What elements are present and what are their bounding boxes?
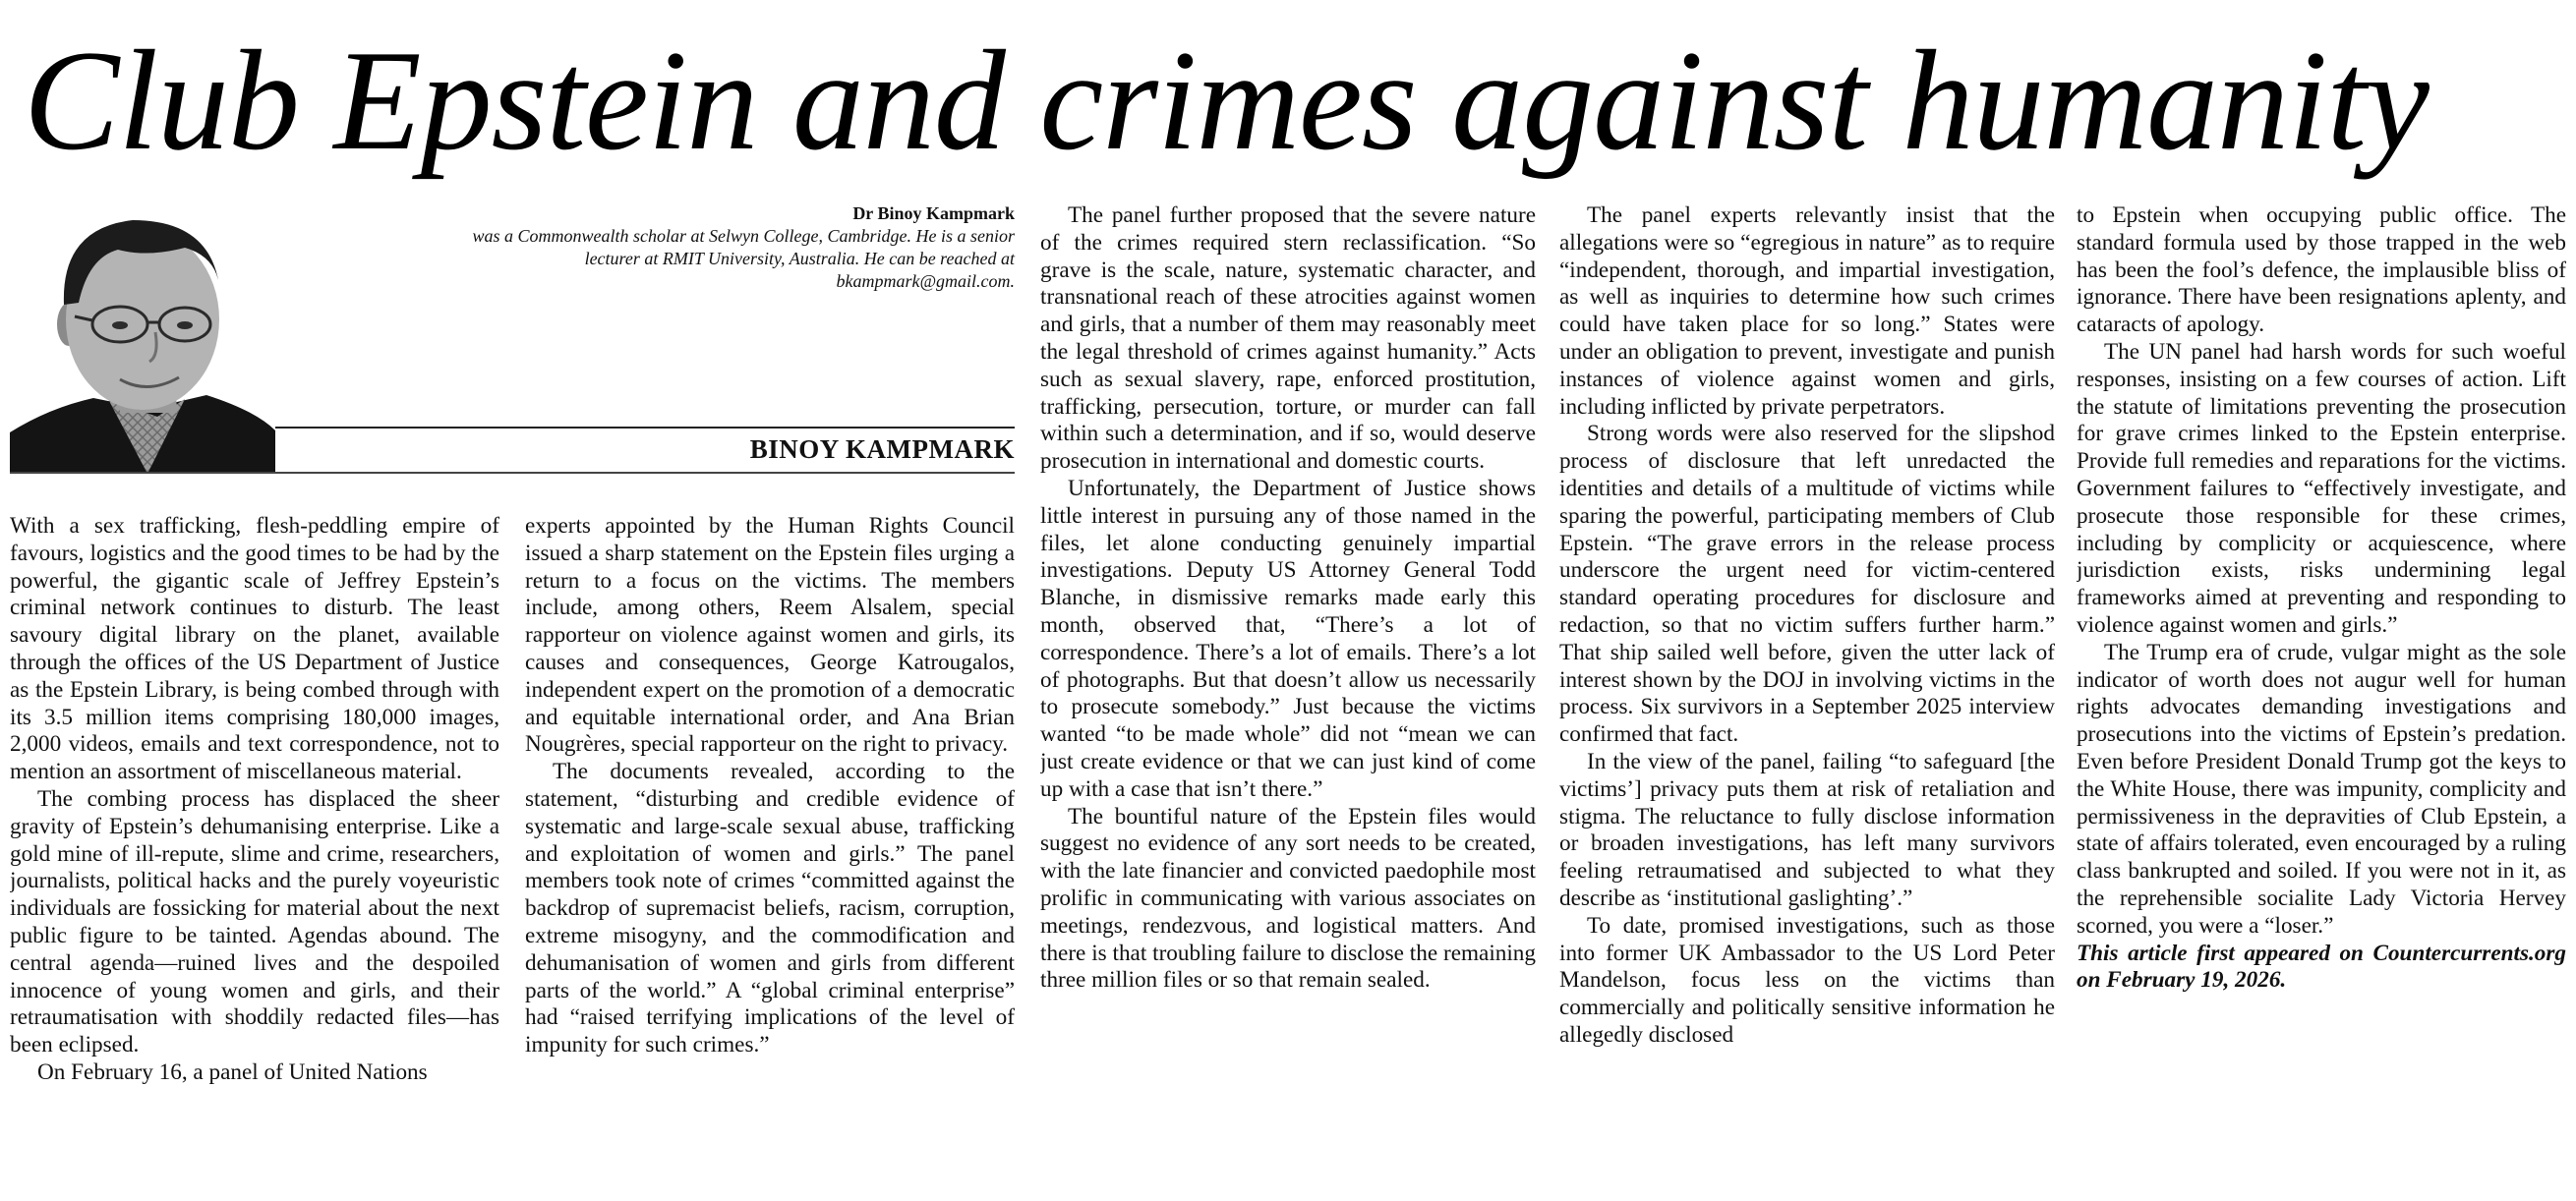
paragraph-6: Unfortunately, the Department of Justice shows little interest in pursuing any of those named in the files, let alone conducting genuinely impartial investigations. Deputy US Attorney General Todd Blanche, in dismissive remarks made early this month, observed that, “There’s a lot of correspondence. There’s a lot of emails. There’s a lot of photographs. But that doesn’t allow us necessarily to prosecute somebody.” Just because the victims wanted “to be made whole” did not “mean we can just create evidence or that we can just kind of come up with a case that isn’t there.” bbox=[1040, 475, 1536, 802]
paragraph-3-cont: experts appointed by the Human Rights Council issued a sharp statement on the Epstein files urging a return to a focus on the victims. The members include, among others, Reem Alsalem, special rapporteur on violence against women and girls, its causes and consequences, George Katrougalos, independent expert on the promotion of a democratic and equitable international order, and Ana Brian Nougrères, special rapporteur on the right to privacy. bbox=[525, 513, 1015, 758]
byline-name: Dr Binoy Kampmark bbox=[852, 203, 1015, 223]
author-photo bbox=[10, 187, 275, 474]
paragraph-1: With a sex trafficking, flesh-peddling empire of favours, logistics and the good times to be had by the powerful, the gigantic scale of Jeffrey Epstein’s criminal network continues to disturb. The least savoury digital library on the planet, available through the offices of the US Department of Justice as the Epstein Library, is being combed through with its 3.5 million items comprising 180,000 images, 2,000 videos, emails and text correspondence, not to mention an assortment of miscellaneous material. bbox=[10, 513, 499, 785]
paragraph-8: The panel experts relevantly insist that the allegations were so “egregious in nature” as to require “independent, thorough, and impartial investigation, as well as inquiries to determine how such crimes could have taken place for so long.” States were under an obligation to prevent, investigate and punish instances of violence against women and girls, including inflicted by private perpetrators. bbox=[1559, 202, 2055, 420]
paragraph-10: In the view of the panel, failing “to safeguard [the victims’] privacy puts them at risk of retaliation and stigma. The reluctance to fully disclose information or broaden investigations, has left many survivors feeling retraumatised and subjected to what they describe as ‘institutional gaslighting’.” bbox=[1559, 748, 2055, 911]
paragraph-4: The documents revealed, according to the statement, “disturbing and credible evidence of systematic and large-scale sexual abuse, trafficking and exploitation of women and girls.” The panel members took note of crimes “committed against the backdrop of supremacist beliefs, racism, corruption, extreme misogyny, and the commodification and dehumanisation of women and girls from different parts of the world.” A “global criminal enterprise” had “raised terrifying implications of the level of impunity for such crimes.” bbox=[525, 759, 1015, 1058]
article-column-2 bbox=[525, 513, 1015, 1193]
article-column-4 bbox=[1559, 202, 2055, 1193]
headline: Club Epstein and crimes against humanity bbox=[24, 21, 2429, 180]
paragraph-11-start: To date, promised investigations, such as those into former UK Ambassador to the US Lord Peter Mandelson, focus less on the victims than commercially and politically sensitive information he allegedly disclosed bbox=[1559, 912, 2055, 1048]
author-divider bbox=[275, 427, 1015, 429]
article-column-1 bbox=[10, 513, 499, 1193]
author-name-caps: BINOY KAMPMARK bbox=[749, 434, 1015, 464]
byline-bio: was a Commonwealth scholar at Selwyn College, Cambridge. He is a senior lecturer at RMIT University, Australia. He can be reached at bkampmark@gmail.com. bbox=[472, 226, 1015, 291]
paragraph-11-cont: to Epstein when occupying public office. The standard formula used by those trapped in the web has been the fool’s defence, the implausible bliss of ignorance. There have been resignations aplenty, and cataracts of apology. bbox=[2077, 202, 2566, 338]
paragraph-5: The panel further proposed that the severe nature of the crimes required stern reclassification. “So grave is the scale, nature, systematic character, and transnational reach of these atrocities against women and girls, that a number of them may reasonably meet the legal threshold of crimes against humanity.” Acts such as sexual slavery, rape, enforced prostitution, trafficking, persecution, torture, or murder can fall within such a determination, and if so, would deserve prosecution in international and domestic courts. bbox=[1040, 202, 1536, 475]
article-column-5 bbox=[2077, 202, 2566, 1193]
byline-block bbox=[462, 202, 1015, 293]
article-column-3 bbox=[1040, 202, 1536, 1193]
article-credit: This article first appeared on Countercurrents.org on February 19, 2026. bbox=[2077, 940, 2566, 994]
paragraph-2: The combing process has displaced the sheer gravity of Epstein’s dehumanising enterprise. Like a gold mine of ill-repute, slime and crime, researchers, journalists, political hacks and the purely voyeuristic individuals are fossicking for material about the next public figure to be tainted. Agendas abound. The central agenda—ruined lives and the despoiled innocence of young women and girls, and their retraumatisation with shoddily redacted files—has been eclipsed. bbox=[10, 785, 499, 1058]
paragraph-3-start: On February 16, a panel of United Nations bbox=[37, 1058, 428, 1085]
paragraph-7: The bountiful nature of the Epstein files would suggest no evidence of any sort needs to be created, with the late financier and convicted paedophile most prolific in communicating with various associates on meetings, rendezvous, and logistical matters. And there is that troubling failure to disclose the remaining three million files or so that remain sealed. bbox=[1040, 803, 1536, 994]
header-divider bbox=[10, 472, 1015, 474]
paragraph-9: Strong words were also reserved for the slipshod process of disclosure that left unredacted the identities and details of a multitude of victims while sparing the powerful, participating members of Club Epstein. “The grave errors in the release process underscore the urgent need for victim-centered standard operating procedures for disclosure and redaction, so that no victim suffers further harm.” That ship sailed well before, given the utter lack of interest shown by the DOJ in involving victims in the process. Six survivors in a September 2025 interview confirmed that fact. bbox=[1559, 421, 2055, 748]
paragraph-13: The Trump era of crude, vulgar might as the sole indicator of worth does not augur well for human rights advocates demanding investigations and prosecutions into the victims of Epstein’s predation. Even before President Donald Trump got the keys to the White House, there was impunity, complicity and permissiveness in the depravities of Club Epstein, a state of affairs tolerated, even encouraged by a ruling class bankrupted and soiled. If you were not in it, as the reprehensible socialite Lady Victoria Hervey scorned, you were a “loser.” bbox=[2077, 639, 2566, 939]
paragraph-12: The UN panel had harsh words for such woeful responses, insisting on a few courses of action. Lift the statute of limitations preventing the prosecution for grave crimes linked to the Epstein enterprise. Provide full remedies and reparations for the victims. Government failures to “effectively investigate, and prosecute those responsible for these crimes, including by complicity or acquiescence, where jurisdiction exists, risks undermining legal frameworks aimed at preventing and responding to violence against women and girls.” bbox=[2077, 338, 2566, 638]
